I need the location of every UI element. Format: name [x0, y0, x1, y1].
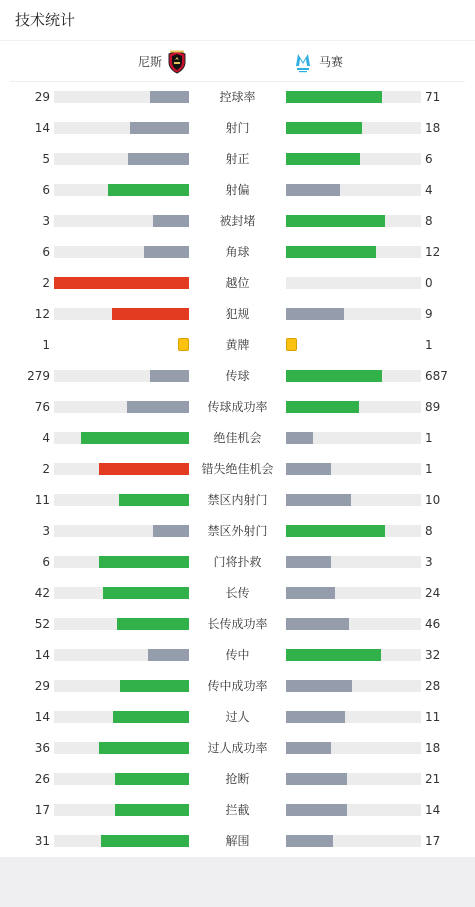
- home-bar-fill: [103, 587, 189, 599]
- stat-label: 传中: [225, 648, 250, 662]
- stat-label: 长传: [225, 586, 250, 600]
- home-bar-track: [54, 525, 189, 537]
- home-bar-fill: [113, 711, 189, 723]
- home-team-name: 尼斯: [138, 55, 163, 69]
- stat-label: 禁区内射门: [207, 493, 268, 507]
- home-bar-track: [54, 370, 189, 382]
- home-value: 76: [34, 400, 50, 414]
- away-value: 4: [425, 183, 433, 197]
- stat-label: 被封堵: [219, 214, 256, 228]
- home-bar-fill: [148, 649, 189, 661]
- away-bar-fill: [286, 401, 359, 413]
- away-bar-track: [286, 587, 421, 599]
- stat-label: 过人: [225, 710, 250, 724]
- away-bar-fill: [286, 246, 376, 258]
- home-bar-fill: [108, 184, 189, 196]
- home-value: 14: [34, 648, 50, 662]
- stat-row: [0, 273, 475, 293]
- away-value: 18: [425, 121, 441, 135]
- home-bar-track: [54, 215, 189, 227]
- home-value: 2: [42, 276, 50, 290]
- away-bar-fill: [286, 184, 340, 196]
- home-value: 4: [42, 431, 50, 445]
- stat-label: 过人成功率: [207, 741, 268, 755]
- away-bar-track: [286, 463, 421, 475]
- away-bar-track: [286, 91, 421, 103]
- away-value: 8: [425, 524, 433, 538]
- home-value: 3: [42, 524, 50, 538]
- away-value: 17: [425, 834, 441, 848]
- home-value: 6: [42, 555, 50, 569]
- away-value: 14: [425, 803, 441, 817]
- away-bar-fill: [286, 804, 347, 816]
- home-value: 29: [34, 679, 50, 693]
- home-bar-track: [54, 153, 189, 165]
- stat-row: [0, 180, 475, 200]
- away-bar-track: [286, 680, 421, 692]
- away-value: 1: [425, 431, 433, 445]
- away-value: 8: [425, 214, 433, 228]
- stat-label: 角球: [225, 245, 250, 259]
- stat-row: [0, 614, 475, 634]
- away-bar-track: [286, 122, 421, 134]
- home-bar-fill: [99, 742, 189, 754]
- stat-label: 传中成功率: [207, 679, 268, 693]
- home-bar-fill: [99, 556, 189, 568]
- home-bar-track: [54, 277, 189, 289]
- home-value: 279: [27, 369, 50, 383]
- stat-label: 禁区外射门: [207, 524, 268, 538]
- stat-row: [0, 242, 475, 262]
- stat-label: 射门: [225, 121, 250, 135]
- home-bar-fill: [128, 153, 189, 165]
- home-bar-fill: [81, 432, 189, 444]
- away-bar-fill: [286, 91, 382, 103]
- home-bar-track: [54, 494, 189, 506]
- stat-row: [0, 738, 475, 758]
- home-bar-fill: [117, 618, 189, 630]
- home-bar-fill: [115, 804, 189, 816]
- stat-row: [0, 149, 475, 169]
- home-bar-track: [54, 804, 189, 816]
- away-value: 0: [425, 276, 433, 290]
- home-team: [138, 49, 187, 75]
- stat-row: [0, 428, 475, 448]
- stat-label: 门将扑救: [213, 555, 262, 569]
- nice-crest-icon: [167, 50, 187, 74]
- home-bar-track: [54, 308, 189, 320]
- home-value: 14: [34, 121, 50, 135]
- stat-row: [0, 490, 475, 510]
- stat-label: 射正: [225, 152, 250, 166]
- away-value: 32: [425, 648, 441, 662]
- away-bar-fill: [286, 153, 360, 165]
- away-bar-fill: [286, 370, 382, 382]
- stat-row: [0, 118, 475, 138]
- title-divider: [0, 40, 475, 41]
- away-bar-track: [286, 370, 421, 382]
- away-value: 12: [425, 245, 441, 259]
- away-bar-track: [286, 649, 421, 661]
- away-bar-track: [286, 308, 421, 320]
- home-bar-track: [54, 618, 189, 630]
- home-value: 36: [34, 741, 50, 755]
- stat-row: [0, 831, 475, 851]
- away-bar-fill: [286, 463, 331, 475]
- away-bar-fill: [286, 649, 381, 661]
- stat-row: [0, 521, 475, 541]
- home-bar-fill: [120, 680, 189, 692]
- away-bar-track: [286, 184, 421, 196]
- away-value: 687: [425, 369, 448, 383]
- home-value: 31: [34, 834, 50, 848]
- away-value: 89: [425, 400, 441, 414]
- home-bar-track: [54, 122, 189, 134]
- stat-label: 抢断: [225, 772, 250, 786]
- home-bar-track: [54, 556, 189, 568]
- home-bar-fill: [127, 401, 189, 413]
- away-bar-track: [286, 494, 421, 506]
- away-bar-fill: [286, 587, 335, 599]
- home-bar-track: [54, 463, 189, 475]
- home-bar-track: [54, 432, 189, 444]
- stat-row: [0, 645, 475, 665]
- stat-label: 越位: [225, 276, 250, 290]
- stat-row: [0, 552, 475, 572]
- home-value: 2: [42, 462, 50, 476]
- away-value: 10: [425, 493, 441, 507]
- home-bar-track: [54, 680, 189, 692]
- stat-label: 控球率: [219, 90, 256, 104]
- home-value: 12: [34, 307, 50, 321]
- away-value: 28: [425, 679, 441, 693]
- stat-label: 犯规: [225, 307, 250, 321]
- home-bar-track: [54, 773, 189, 785]
- away-bar-fill: [286, 680, 352, 692]
- home-bar-fill: [99, 463, 189, 475]
- away-bar-fill: [286, 525, 385, 537]
- stat-label: 绝佳机会: [213, 431, 262, 445]
- away-bar-track: [286, 525, 421, 537]
- away-bar-track: [286, 711, 421, 723]
- stat-label: 射偏: [225, 183, 250, 197]
- stat-label: 黄牌: [225, 338, 250, 352]
- away-bar-fill: [286, 308, 344, 320]
- away-bar-fill: [286, 215, 385, 227]
- home-value: 1: [42, 338, 50, 352]
- away-value: 18: [425, 741, 441, 755]
- away-bar-track: [286, 432, 421, 444]
- home-bar-fill: [150, 370, 189, 382]
- away-bar-fill: [286, 773, 347, 785]
- marseille-crest-icon: [293, 50, 313, 74]
- away-bar-track: [286, 153, 421, 165]
- away-value: 3: [425, 555, 433, 569]
- stat-label: 解围: [225, 834, 250, 848]
- home-value: 14: [34, 710, 50, 724]
- home-bar-track: [54, 587, 189, 599]
- home-value: 26: [34, 772, 50, 786]
- away-bar-track: [286, 401, 421, 413]
- away-value: 71: [425, 90, 441, 104]
- stat-label: 传球成功率: [207, 400, 268, 414]
- home-bar-fill: [115, 773, 189, 785]
- home-bar-track: [54, 711, 189, 723]
- stat-label: 拦截: [225, 803, 250, 817]
- home-bar-fill: [54, 277, 189, 289]
- home-bar-fill: [119, 494, 189, 506]
- home-bar-fill: [150, 91, 189, 103]
- stat-row: [0, 707, 475, 727]
- stat-row: [0, 87, 475, 107]
- away-value: 6: [425, 152, 433, 166]
- home-bar-fill: [153, 215, 189, 227]
- away-bar-fill: [286, 835, 333, 847]
- away-bar-fill: [286, 618, 349, 630]
- away-value: 9: [425, 307, 433, 321]
- stat-label: 长传成功率: [207, 617, 268, 631]
- stat-row: [0, 211, 475, 231]
- home-bar-track: [54, 649, 189, 661]
- home-value: 29: [34, 90, 50, 104]
- away-bar-track: [286, 277, 421, 289]
- stat-row: [0, 335, 475, 355]
- yellow-card-icon: [286, 338, 297, 351]
- home-value: 6: [42, 245, 50, 259]
- away-bar-track: [286, 618, 421, 630]
- away-bar-track: [286, 215, 421, 227]
- stat-row: [0, 769, 475, 789]
- away-bar-fill: [286, 742, 331, 754]
- home-bar-track: [54, 742, 189, 754]
- page-title: 技术统计: [15, 11, 76, 29]
- away-team-name: 马赛: [319, 55, 344, 69]
- yellow-card-icon: [178, 338, 189, 351]
- home-bar-track: [54, 246, 189, 258]
- home-bar-track: [54, 184, 189, 196]
- stat-row: [0, 366, 475, 386]
- away-bar-track: [286, 742, 421, 754]
- away-value: 24: [425, 586, 441, 600]
- away-team: [293, 49, 343, 75]
- away-bar-fill: [286, 122, 362, 134]
- home-bar-track: [54, 401, 189, 413]
- stat-row: [0, 676, 475, 696]
- away-value: 1: [425, 462, 433, 476]
- away-bar-track: [286, 835, 421, 847]
- stat-row: [0, 304, 475, 324]
- home-value: 11: [34, 493, 50, 507]
- away-bar-track: [286, 246, 421, 258]
- home-value: 52: [34, 617, 50, 631]
- home-value: 17: [34, 803, 50, 817]
- away-bar-fill: [286, 556, 331, 568]
- away-value: 46: [425, 617, 441, 631]
- away-bar-track: [286, 804, 421, 816]
- stat-label: 错失绝佳机会: [201, 462, 274, 476]
- home-bar-fill: [101, 835, 189, 847]
- home-value: 3: [42, 214, 50, 228]
- away-bar-fill: [286, 494, 351, 506]
- away-value: 11: [425, 710, 441, 724]
- stat-row: [0, 397, 475, 417]
- away-bar-fill: [286, 711, 345, 723]
- home-bar-fill: [130, 122, 189, 134]
- stat-label: 传球: [225, 369, 250, 383]
- home-bar-track: [54, 835, 189, 847]
- teams-divider: [10, 81, 465, 82]
- stat-row: [0, 583, 475, 603]
- stat-row: [0, 800, 475, 820]
- away-value: 1: [425, 338, 433, 352]
- home-value: 6: [42, 183, 50, 197]
- away-bar-fill: [286, 432, 313, 444]
- home-bar-fill: [144, 246, 189, 258]
- home-value: 5: [42, 152, 50, 166]
- stat-row: [0, 459, 475, 479]
- away-bar-track: [286, 556, 421, 568]
- home-value: 42: [34, 586, 50, 600]
- home-bar-track: [54, 91, 189, 103]
- away-value: 21: [425, 772, 441, 786]
- away-bar-track: [286, 773, 421, 785]
- home-bar-fill: [112, 308, 189, 320]
- home-bar-fill: [153, 525, 189, 537]
